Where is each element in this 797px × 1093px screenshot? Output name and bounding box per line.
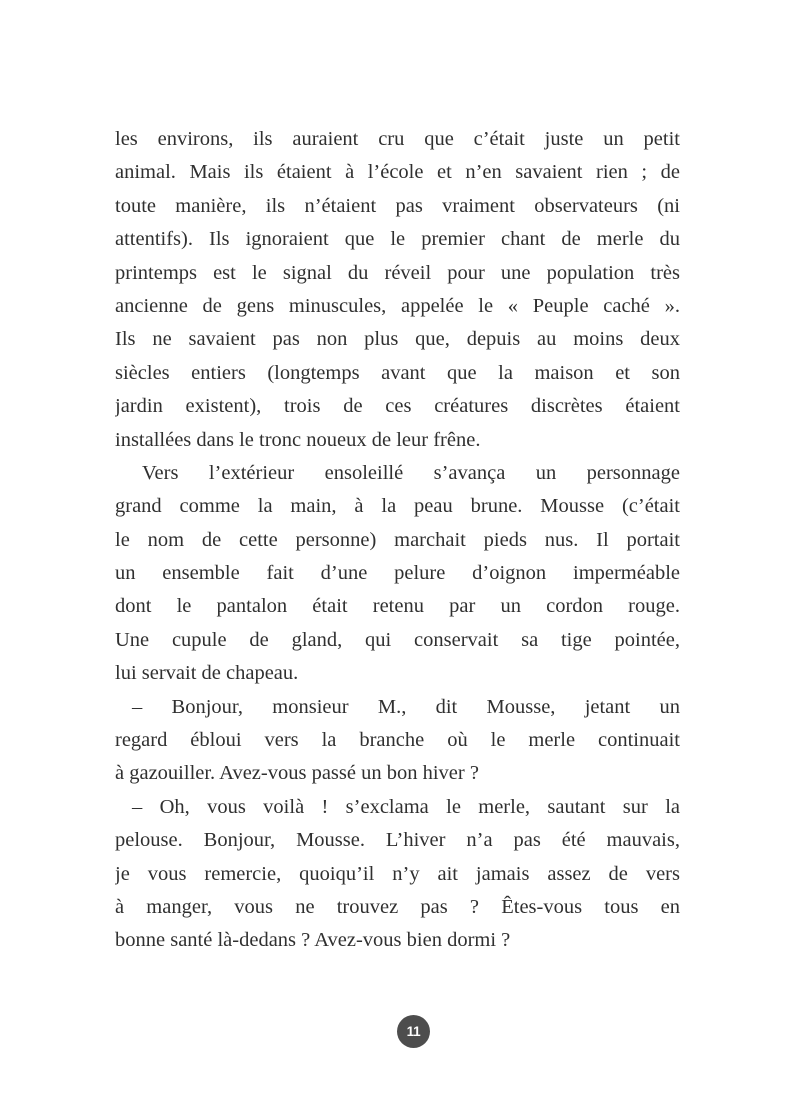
paragraph-4-dialogue [115,791,680,958]
text-line: grand comme la main, à la peau brune. Mousse (c’était [115,495,680,518]
text-line: ancienne de gens minuscules, appelée le « Peuple caché ». [115,294,680,317]
text-line: – Oh, vous voilà ! s’exclama le merle, sautant sur la [132,795,680,818]
paragraph-2 [115,457,680,691]
text-line: dont le pantalon était retenu par un cordon rouge. [115,595,680,618]
page-number-badge [397,1015,430,1048]
text-line: installées dans le tronc noueux de leur frêne. [115,428,481,451]
text-line: les environs, ils auraient cru que c’était juste un petit [115,128,680,150]
text-line: Ils ne savaient pas non plus que, depuis au moins deux [115,328,680,351]
paragraph-1 [115,123,680,457]
text-line: regard ébloui vers la branche où le merle continuait [115,729,680,752]
text-line: attentifs). Ils ignoraient que le premier chant de merle du [115,228,680,251]
text-line: à gazouiller. Avez-vous passé un bon hiver ? [115,762,479,785]
text-line: toute manière, ils n’étaient pas vraiment observateurs (ni [115,194,680,217]
page-number: 11 [406,1024,421,1039]
text-line: le nom de cette personne) marchait pieds nus. Il portait [115,528,680,551]
text-line: à manger, vous ne trouvez pas ? Êtes-vous tous en [115,895,680,918]
text-block [115,123,680,958]
text-line: animal. Mais ils étaient à l’école et n’en savaient rien ; de [115,161,680,184]
text-line: jardin existent), trois de ces créatures discrètes étaient [115,395,680,418]
text-line: printemps est le signal du réveil pour une population très [115,261,680,284]
text-line: je vous remercie, quoiqu’il n’y ait jamais assez de vers [115,862,680,885]
text-line: pelouse. Bonjour, Mousse. L’hiver n’a pas été mauvais, [115,829,680,852]
text-line: siècles entiers (longtemps avant que la maison et son [115,361,680,384]
text-line: lui servait de chapeau. [115,662,299,685]
text-line: bonne santé là-dedans ? Avez-vous bien dormi ? [115,929,511,952]
text-line: – Bonjour, monsieur M., dit Mousse, jetant un [132,695,680,718]
text-line: Une cupule de gland, qui conservait sa tige pointée, [115,628,680,651]
text-line: Vers l’extérieur ensoleillé s’avança un personnage [142,461,680,484]
paragraph-3-dialogue [115,691,680,791]
text-line: un ensemble fait d’une pelure d’oignon imperméable [115,562,680,585]
